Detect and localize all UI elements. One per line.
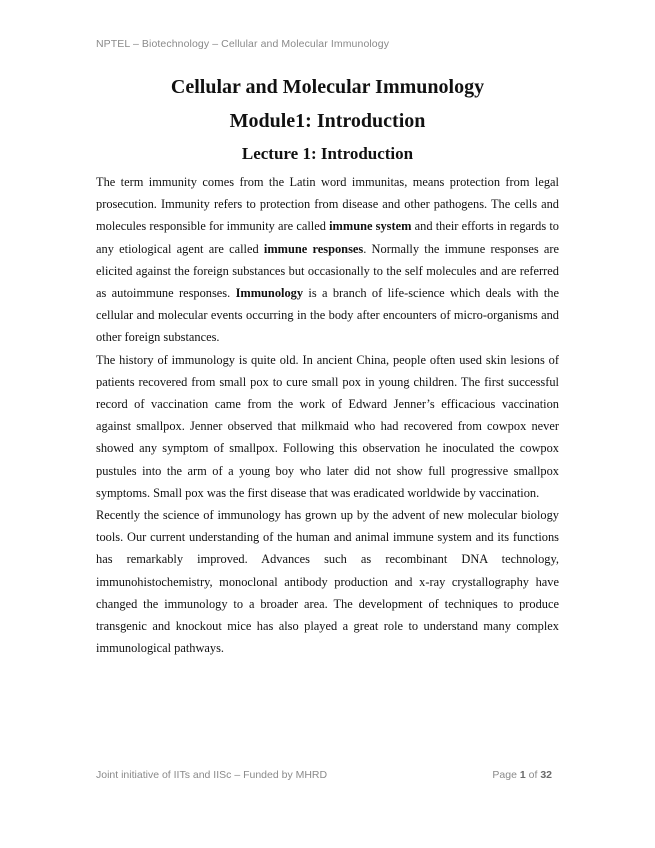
lecture-title: Lecture 1: Introduction <box>241 144 414 163</box>
body-text <box>96 171 559 659</box>
term-immunology: Immunology <box>235 286 304 301</box>
running-header: NPTEL – Biotechnology – Cellular and Molecular Immunology <box>96 38 390 50</box>
module-title: Module1: Introduction <box>229 110 426 132</box>
page-current: 1 <box>519 769 526 781</box>
paragraph-text: is a branch of life-science which deals with the cellular and molecular events occurring in the body after encounters of micro-organisms and other foreign substances. <box>96 286 559 345</box>
paragraph-history: The history of immunology is quite old. In ancient China, people often used skin lesions of patients recovered from small pox to cure small pox in young children. The first successful record of vaccination came from the work of Edward Jenner’s efficacious vaccination against smallpox. Jenner observed that milkmaid who had recovered from cowpox never showed any symptom of smallpox. Following this observation he inoculated the cowpox pustules into the arm of a young boy who later did not show full progressive smallpox symptoms. Small pox was the first disease that was eradicated worldwide by vaccination. <box>96 352 559 500</box>
page-number <box>492 769 552 781</box>
page-total: 32 <box>540 769 552 781</box>
paragraph-text: The term immunity comes from the Latin word immunitas, means protection from legal prosecution. Immunity refers to protection from disease and other pathogens. The cells and molecules responsible for immunity are called <box>96 175 559 234</box>
page-label: Page <box>492 769 520 781</box>
term-immune-system: immune system <box>329 219 412 234</box>
paragraph-immunity-definition <box>96 171 559 349</box>
page-of-label: of <box>525 769 541 781</box>
course-title: Cellular and Molecular Immunology <box>170 76 485 98</box>
footer-credit: Joint initiative of IITs and IISc – Funded by MHRD <box>96 769 328 781</box>
paragraph-text: and their efforts in regards to any etiological agent are called <box>96 219 559 256</box>
paragraph-recent-advances: Recently the science of immunology has grown up by the advent of new molecular biology tools. Our current understanding of the human and animal immune system and its functions has remarkably improved. Advances such as recombinant DNA technology, immunohistochemistry, monoclonal antibody production and x-ray crystallography have changed the immunology to a broader area. The development of techniques to produce transgenic and knockout mice has also played a great role to understand many complex immunological pathways. <box>96 508 559 656</box>
paragraph-text: . Normally the immune responses are elicited against the foreign substances but occasionally to the self molecules and are referred as autoimmune responses. <box>96 241 560 301</box>
term-immune-responses: immune responses <box>263 241 364 256</box>
